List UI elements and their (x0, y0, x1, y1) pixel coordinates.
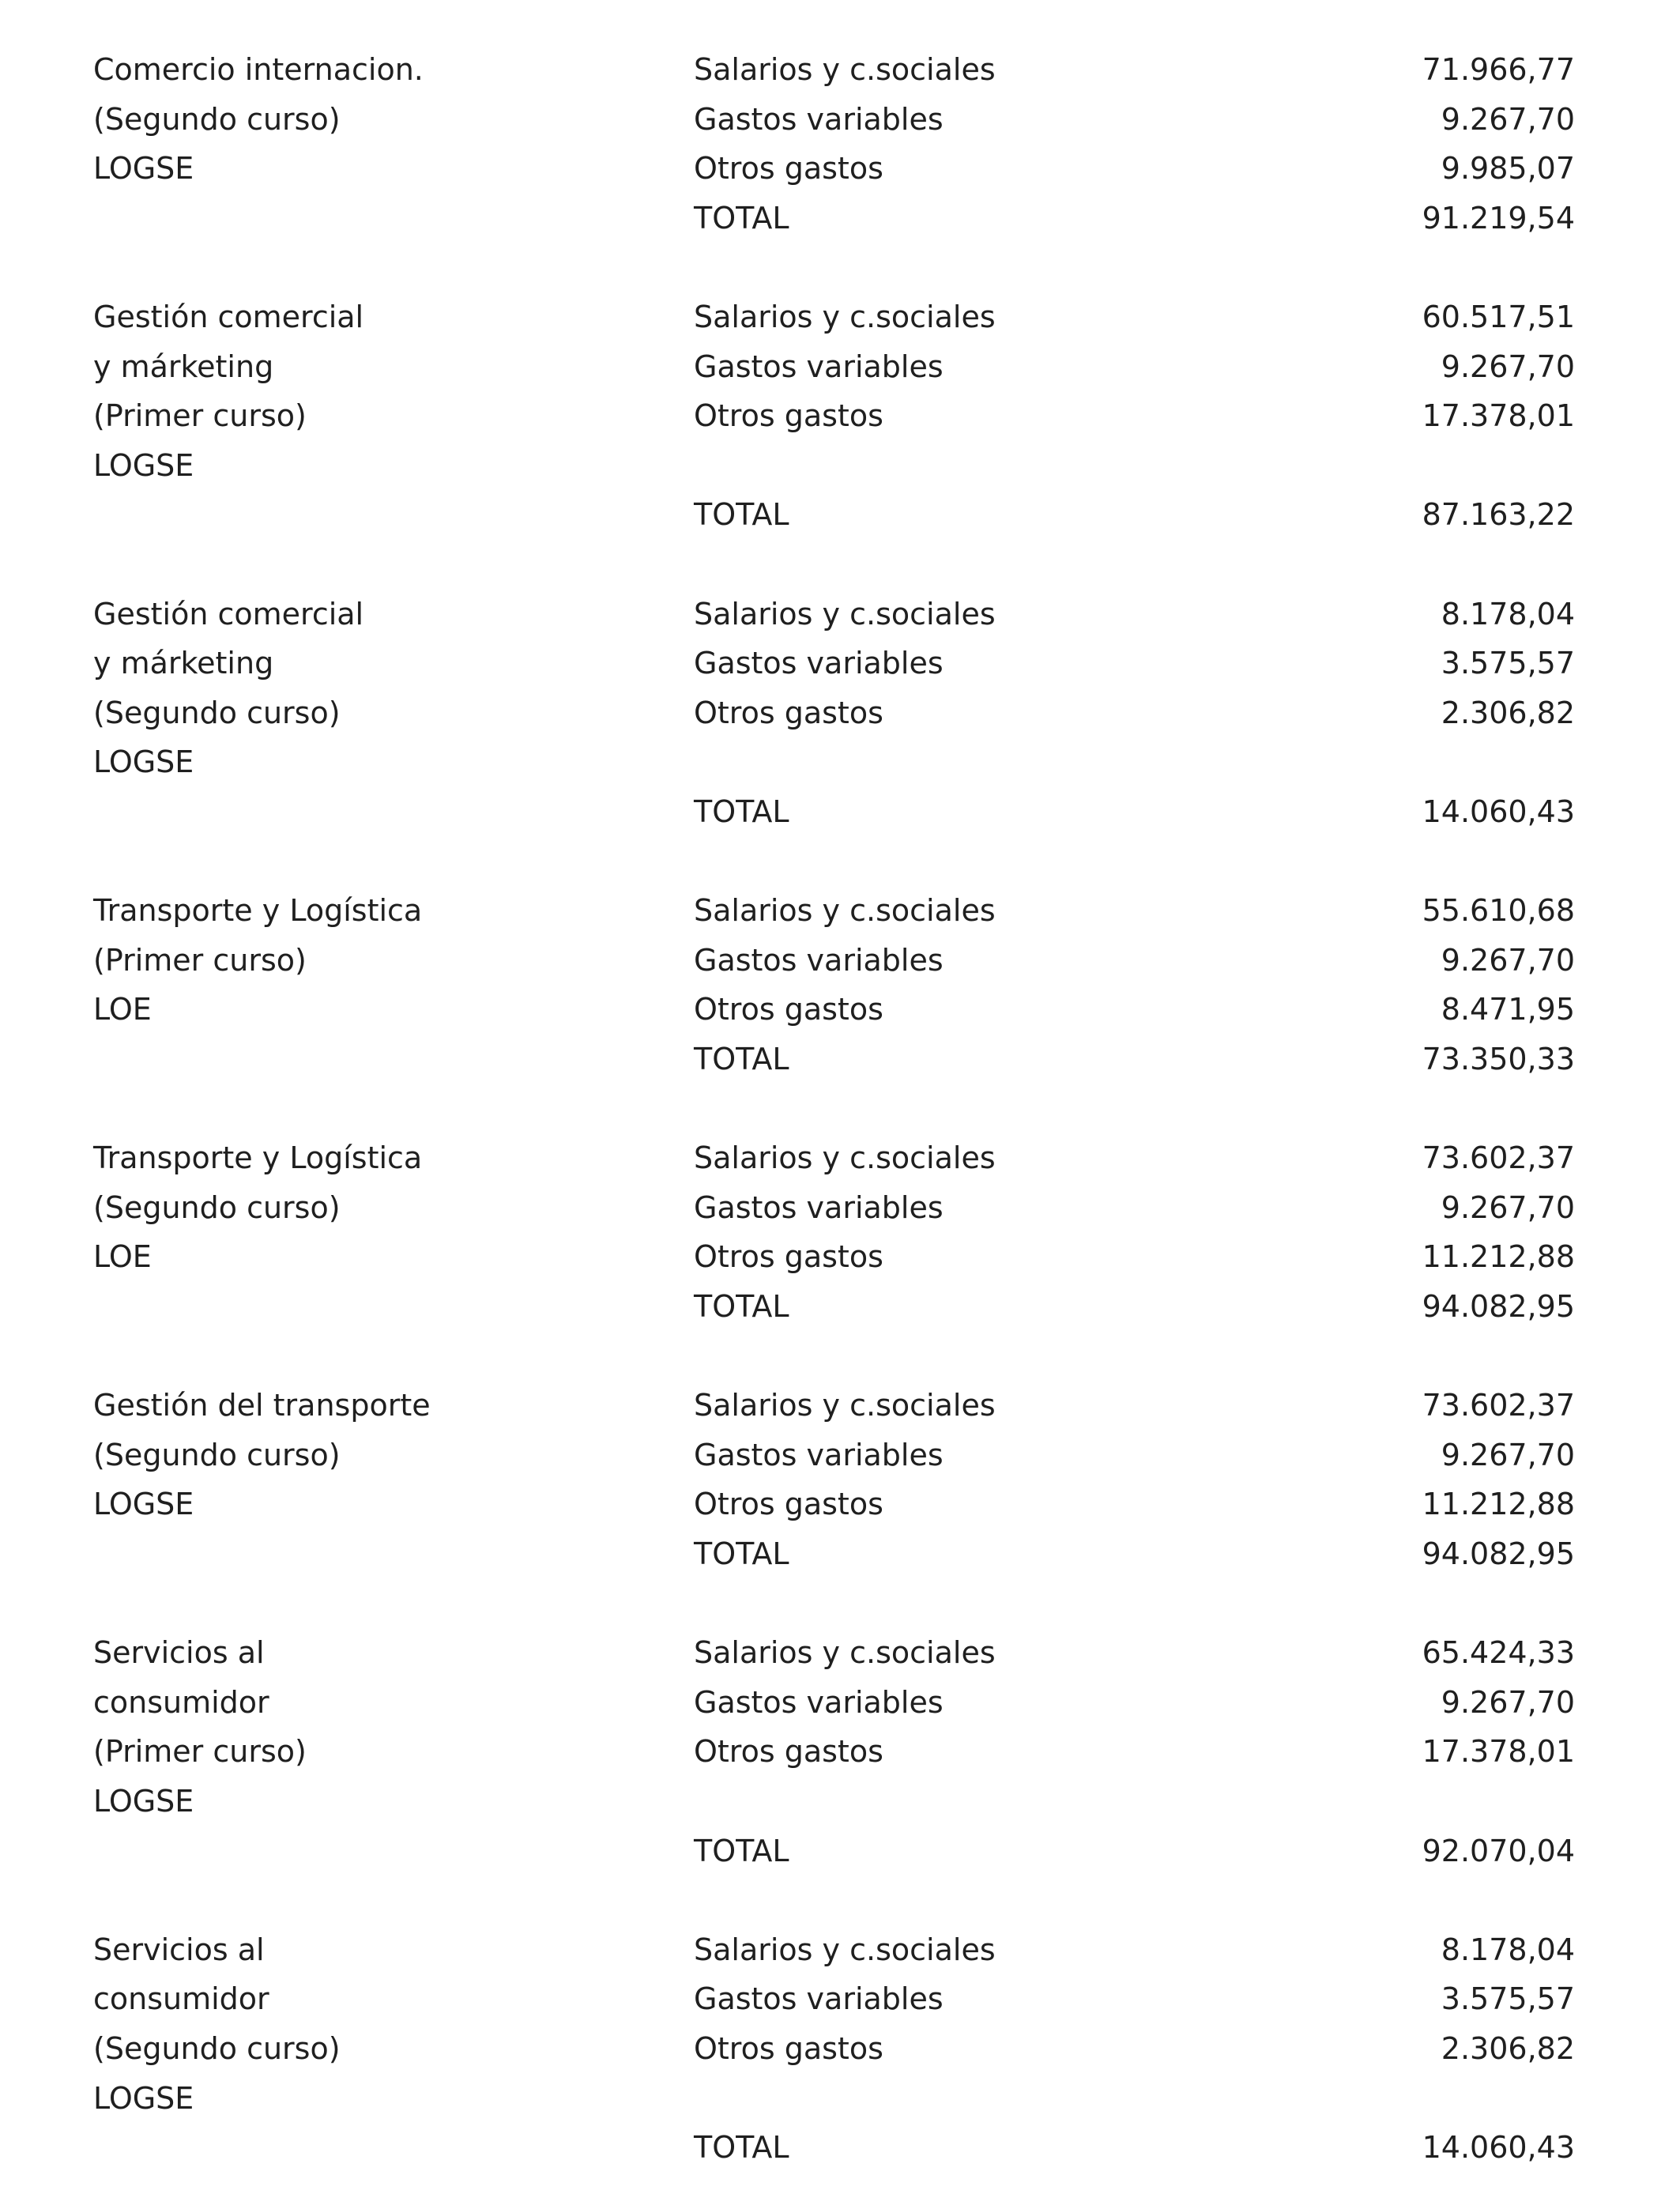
program-name-line: Servicios al (93, 1932, 265, 1967)
cost-item-value: 9.267,70 (1441, 943, 1575, 978)
cost-item-label: Salarios y c.sociales (694, 300, 996, 334)
cost-item-label: Otros gastos (694, 1239, 883, 1274)
cost-item-value: 3.575,57 (1441, 646, 1575, 680)
cost-item-label: Otros gastos (694, 398, 883, 433)
cost-item-value: 71.966,77 (1422, 52, 1575, 87)
program-name-line: consumidor (93, 1981, 269, 2016)
cost-item-value: 55.610,68 (1422, 893, 1575, 928)
program-name-line: (Segundo curso) (93, 102, 341, 137)
cost-item-value: 9.985,07 (1441, 151, 1575, 186)
cost-item-label: Salarios y c.sociales (694, 1932, 996, 1967)
program-name-line: (Segundo curso) (93, 2031, 341, 2066)
program-name-line: LOGSE (93, 1487, 194, 1521)
total-value: 94.082,95 (1422, 1536, 1575, 1571)
program-name-line: (Segundo curso) (93, 696, 341, 730)
cost-item-label: Salarios y c.sociales (694, 1388, 996, 1423)
cost-item-value: 8.178,04 (1441, 1932, 1575, 1967)
total-label: TOTAL (694, 1289, 789, 1324)
cost-item-label: Gastos variables (694, 943, 944, 978)
cost-item-value: 9.267,70 (1441, 1190, 1575, 1225)
cost-item-value: 17.378,01 (1422, 1734, 1575, 1769)
total-label: TOTAL (694, 497, 789, 532)
program-name-line: (Segundo curso) (93, 1438, 341, 1472)
program-name-line: consumidor (93, 1685, 269, 1720)
cost-item-label: Salarios y c.sociales (694, 52, 996, 87)
program-name-line: LOGSE (93, 1784, 194, 1819)
program-name-line: LOGSE (93, 448, 194, 483)
cost-item-label: Gastos variables (694, 1981, 944, 2016)
program-name-line: Gestión del transporte (93, 1388, 431, 1423)
cost-item-label: Salarios y c.sociales (694, 1635, 996, 1670)
total-value: 91.219,54 (1422, 201, 1575, 236)
program-name-line: y márketing (93, 349, 274, 384)
cost-item-value: 73.602,37 (1422, 1388, 1575, 1423)
program-name-line: LOGSE (93, 151, 194, 186)
cost-item-label: Otros gastos (694, 151, 883, 186)
total-label: TOTAL (694, 201, 789, 236)
cost-item-value: 65.424,33 (1422, 1635, 1575, 1670)
cost-item-value: 8.471,95 (1441, 992, 1575, 1027)
program-name-line: (Primer curso) (93, 1734, 307, 1769)
program-name-line: Gestión comercial (93, 597, 364, 631)
cost-item-label: Gastos variables (694, 1438, 944, 1472)
program-name-line: Transporte y Logística (93, 893, 423, 928)
cost-item-value: 60.517,51 (1422, 300, 1575, 334)
total-value: 94.082,95 (1422, 1289, 1575, 1324)
program-name-line: (Segundo curso) (93, 1190, 341, 1225)
total-label: TOTAL (694, 1042, 789, 1076)
cost-item-label: Gastos variables (694, 1190, 944, 1225)
program-name-line: LOE (93, 992, 152, 1027)
program-name-line: LOGSE (93, 745, 194, 779)
total-value: 92.070,04 (1422, 1834, 1575, 1868)
cost-item-value: 2.306,82 (1441, 696, 1575, 730)
cost-item-value: 73.602,37 (1422, 1140, 1575, 1175)
cost-item-value: 8.178,04 (1441, 597, 1575, 631)
total-label: TOTAL (694, 1536, 789, 1571)
cost-item-label: Gastos variables (694, 349, 944, 384)
program-name-line: LOGSE (93, 2081, 194, 2116)
cost-item-value: 9.267,70 (1441, 1685, 1575, 1720)
cost-item-value: 9.267,70 (1441, 102, 1575, 137)
total-value: 87.163,22 (1422, 497, 1575, 532)
program-name-line: Transporte y Logística (93, 1140, 423, 1175)
total-label: TOTAL (694, 1834, 789, 1868)
cost-item-label: Gastos variables (694, 646, 944, 680)
cost-item-value: 11.212,88 (1422, 1239, 1575, 1274)
cost-item-label: Salarios y c.sociales (694, 597, 996, 631)
program-name-line: y márketing (93, 646, 274, 680)
cost-item-value: 11.212,88 (1422, 1487, 1575, 1521)
cost-item-value: 9.267,70 (1441, 349, 1575, 384)
cost-item-value: 17.378,01 (1422, 398, 1575, 433)
cost-item-label: Otros gastos (694, 696, 883, 730)
cost-item-value: 3.575,57 (1441, 1981, 1575, 2016)
total-value: 73.350,33 (1422, 1042, 1575, 1076)
cost-item-label: Gastos variables (694, 1685, 944, 1720)
total-label: TOTAL (694, 794, 789, 829)
cost-item-label: Otros gastos (694, 1734, 883, 1769)
cost-item-label: Otros gastos (694, 1487, 883, 1521)
cost-item-label: Salarios y c.sociales (694, 1140, 996, 1175)
total-value: 14.060,43 (1422, 2130, 1575, 2165)
program-name-line: LOE (93, 1239, 152, 1274)
cost-item-label: Gastos variables (694, 102, 944, 137)
program-name-line: Comercio internacion. (93, 52, 424, 87)
program-name-line: (Primer curso) (93, 943, 307, 978)
program-name-line: Servicios al (93, 1635, 265, 1670)
cost-item-label: Otros gastos (694, 992, 883, 1027)
cost-item-label: Otros gastos (694, 2031, 883, 2066)
cost-item-label: Salarios y c.sociales (694, 893, 996, 928)
cost-item-value: 2.306,82 (1441, 2031, 1575, 2066)
cost-item-value: 9.267,70 (1441, 1438, 1575, 1472)
total-label: TOTAL (694, 2130, 789, 2165)
program-name-line: (Primer curso) (93, 398, 307, 433)
program-name-line: Gestión comercial (93, 300, 364, 334)
total-value: 14.060,43 (1422, 794, 1575, 829)
